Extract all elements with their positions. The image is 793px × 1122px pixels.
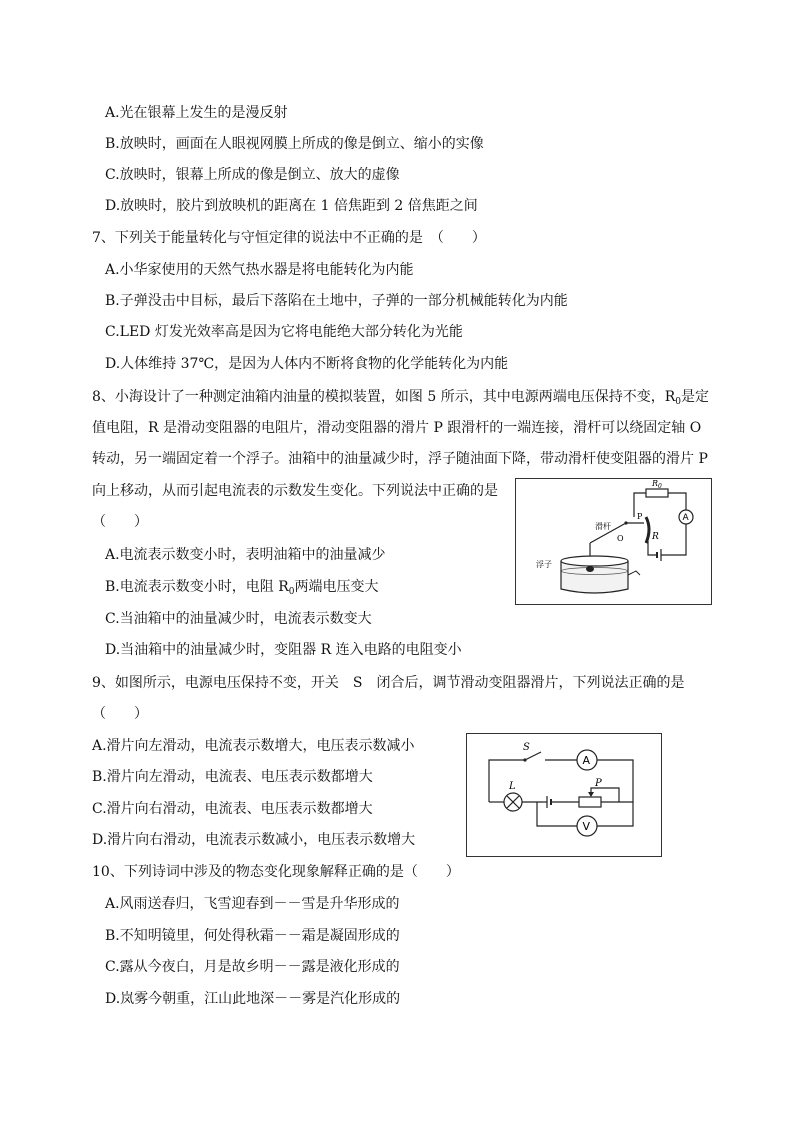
q9-stem: 9、如图所示，电源电压保持不变，开关 S 闭合后，调节滑动变阻器滑片，下列说法正确的是: [92, 675, 685, 691]
voltmeter-label: V: [582, 820, 591, 833]
q8-stem-line-4: 向上移动，从而引起电流表的示数发生变化。下列说法中正确的是: [92, 483, 498, 499]
q7-option-c: C.LED 灯发光效率高是因为它将电能绝大部分转化为光能: [105, 324, 463, 340]
circuit-figure: [466, 733, 662, 857]
voltmeter-wire: [537, 802, 577, 826]
q10-stem: 10、下列诗词中涉及的物态变化现象解释正确的是（ ）: [92, 864, 460, 880]
r0-label: $R_0$: [652, 479, 662, 490]
q9-option-c: C.滑片向右滑动，电流表、电压表示数都增大: [92, 801, 373, 817]
q8-option-a: A.电流表示数变小时，表明油箱中的油量减少: [105, 547, 386, 563]
q8-stem-line-2: 值电阻，R 是滑动变阻器的电阻片，滑动变阻器的滑片 P 跟滑杆的一端连接，滑杆可以绕固定轴 O: [92, 420, 702, 436]
oil-tank-rim: [561, 556, 628, 566]
q9-option-a: A.滑片向左滑动，电流表示数增大，电压表示数减小: [92, 738, 415, 754]
q8-option-b: [105, 577, 378, 602]
tank-valve: [628, 571, 640, 575]
lamp-label: L: [509, 781, 516, 792]
switch-label: S: [523, 742, 530, 753]
pivot-o: [624, 521, 627, 524]
float-body: [586, 566, 594, 572]
p-label: P: [637, 512, 643, 521]
q7-option-b: B.子弹没击中目标，最后下落陷在土地中，子弹的一部分机械能转化为内能: [105, 293, 568, 309]
slider-label: 滑杆: [595, 522, 611, 531]
q8-option-d: D.当油箱中的油量减少时，变阻器 R 连入电路的电阻变小: [105, 642, 462, 658]
q8-option-c: C.当油箱中的油量减少时，电流表示数变大: [105, 611, 372, 627]
q7-option-d: D.人体维持 37℃，是因为人体内不断将食物的化学能转化为内能: [105, 356, 509, 372]
circuit-diagram: [467, 734, 661, 856]
circuit-wire: [634, 493, 686, 555]
ammeter-label: A: [682, 513, 689, 523]
switch-pivot: [523, 758, 526, 761]
r-label: R: [652, 532, 659, 542]
q8-stem-line-1-text: 8、小海设计了一种测定油箱内油量的模拟装置，如图 5 所示，其中电源两端电压保持不变，R: [92, 389, 676, 405]
r0-subscript: 0: [675, 397, 681, 407]
resistor-r-arc: [646, 517, 649, 543]
q6-option-a: A.光在银幕上发生的是漫反射: [105, 105, 288, 121]
q8-option-b-text: B.电流表示数变小时，电阻 R: [105, 579, 289, 595]
q7-stem: 7、下列关于能量转化与守恒定律的说法中不正确的是 （ ）: [92, 230, 486, 246]
rheostat-body: [579, 797, 601, 807]
q10-option-a: A.风雨送春归，飞雪迎春到－－雪是升华形成的: [105, 896, 400, 912]
q10-option-c: C.露从今夜白，月是故乡明－－露是液化形成的: [105, 959, 400, 975]
q7-option-a: A.小华家使用的天然气热水器是将电能转化为内能: [105, 262, 414, 278]
q10-option-d: D.岚雾今朝重，江山此地深－－雾是汽化形成的: [105, 991, 401, 1007]
float-label: 浮子: [536, 560, 552, 569]
slider-p-label: P: [595, 778, 602, 789]
q8-stem-line-3: 转动，另一端固定着一个浮子。油箱中的油量减少时，浮子随油面下降，带动滑杆使变阻器的滑片 P: [92, 451, 708, 467]
o-label: O: [617, 534, 624, 543]
q9-option-d: D.滑片向右滑动，电流表示数减小，电压表示数增大: [92, 832, 416, 848]
q9-option-b: B.滑片向左滑动，电流表、电压表示数都增大: [92, 769, 373, 785]
q6-option-d: D.放映时，胶片到放映机的距离在 1 倍焦距到 2 倍焦距之间: [105, 198, 478, 214]
circuit-wire: [597, 760, 633, 802]
voltmeter-wire: [597, 802, 633, 826]
q8-option-b-end: 两端电压变大: [294, 579, 379, 595]
rheostat-slider-arrow: [588, 792, 594, 797]
oil-gauge-diagram: [516, 479, 711, 604]
resistor-r0: [646, 489, 668, 497]
q6-option-b: B.放映时，画面在人眼视网膜上所成的像是倒立、缩小的实像: [105, 136, 484, 152]
q6-option-c: C.放映时，银幕上所成的像是倒立、放大的虚像: [105, 167, 400, 183]
oil-gauge-figure: [515, 478, 712, 605]
switch-blade: [525, 752, 541, 760]
ammeter-label: A: [582, 754, 591, 767]
q9-stem-line-2: （ ）: [92, 706, 148, 722]
q8-stem-line-1: [92, 387, 709, 412]
r0-subscript: 0: [288, 587, 295, 597]
q10-option-b: B.不知明镜里，何处得秋霜－－霜是凝固形成的: [105, 928, 400, 944]
circuit-wire: [648, 541, 657, 555]
q8-stem-line-1-end: 是定: [681, 389, 709, 405]
q8-stem-line-5: （ ）: [92, 514, 148, 530]
